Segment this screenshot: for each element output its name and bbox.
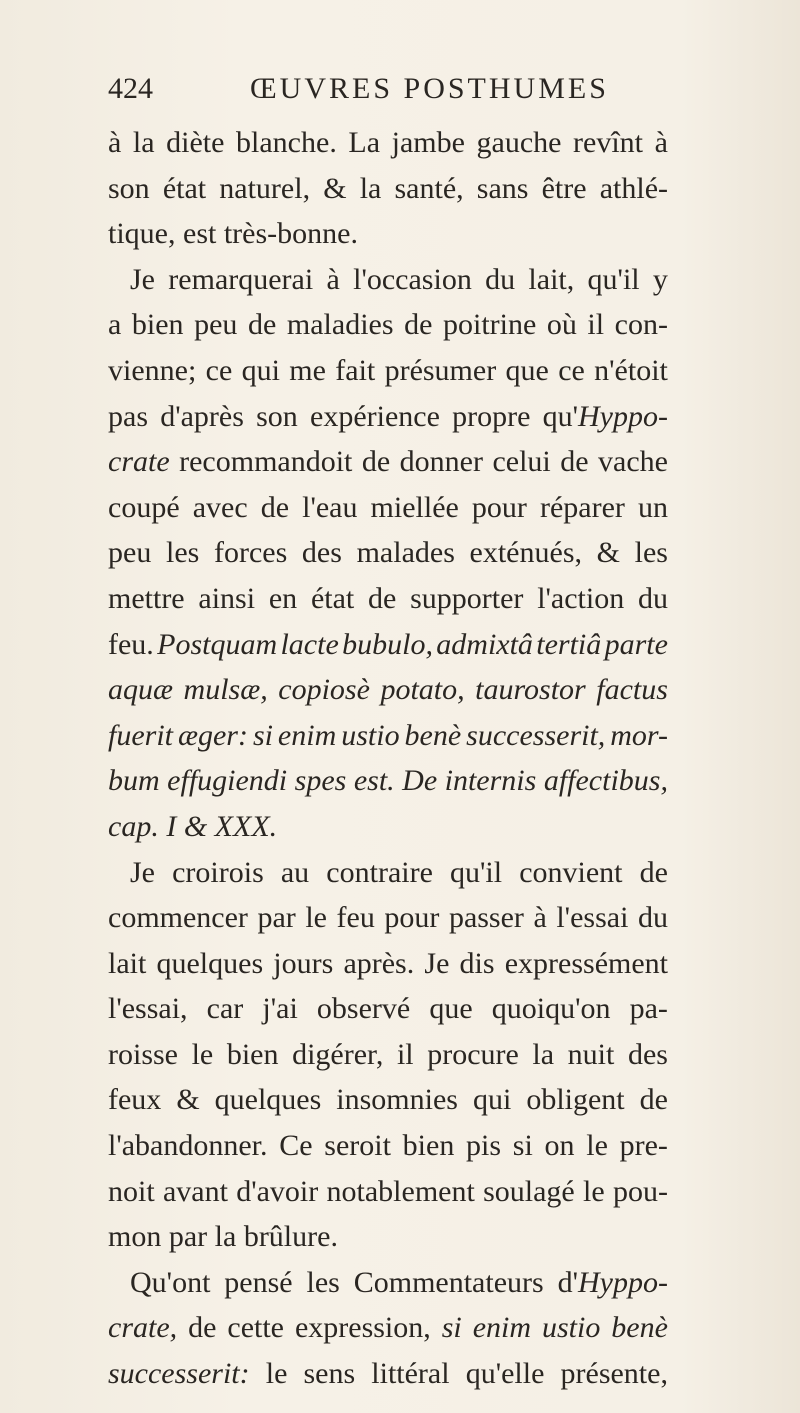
word: le: [586, 1129, 608, 1163]
word: bubulo,: [342, 627, 433, 661]
word: crate,: [108, 1311, 178, 1345]
word: remarquerai: [168, 262, 314, 296]
word: digérer,: [292, 1037, 384, 1071]
word: roisse: [108, 1037, 178, 1071]
word: coupé: [108, 490, 180, 524]
text-line: [108, 986, 668, 1032]
word: l'action: [537, 581, 625, 615]
text-line: [108, 439, 668, 485]
word: état: [310, 581, 355, 615]
word: enim: [472, 1311, 532, 1345]
word: fait: [335, 353, 376, 387]
word: vienne;: [108, 353, 197, 387]
word: l'eau: [302, 490, 358, 524]
word: spes: [294, 764, 347, 798]
word: qu'Hyppo-: [542, 399, 668, 433]
page-number: 424: [108, 72, 153, 105]
word: de: [248, 308, 277, 342]
word: qu'elle: [465, 1357, 545, 1391]
word: me: [289, 353, 326, 387]
word: qui: [241, 353, 280, 387]
word: au: [280, 855, 310, 889]
word: &: [176, 1083, 200, 1117]
text-line: [108, 1077, 668, 1123]
word: du: [638, 581, 668, 615]
word: de: [361, 445, 391, 479]
word: jambe: [391, 126, 465, 159]
word: sans: [476, 171, 529, 205]
word: par: [168, 1220, 208, 1254]
word: feu: [336, 901, 375, 935]
word: admixtâ: [436, 627, 533, 661]
text-line: [108, 166, 668, 212]
word: XXX.: [214, 809, 278, 843]
text-line: [108, 895, 668, 941]
word: observé: [316, 992, 411, 1026]
word: athlé-: [599, 171, 668, 205]
word: état: [162, 171, 207, 205]
word: Commentateurs: [353, 1265, 544, 1299]
word: malades: [356, 536, 455, 570]
word: où: [546, 308, 577, 342]
word: avant: [162, 1174, 228, 1208]
word: après.: [343, 946, 415, 980]
word: le: [305, 901, 327, 935]
word: mulsæ,: [183, 673, 268, 707]
word: cette: [227, 1311, 284, 1345]
word: feux: [108, 1083, 162, 1117]
text-line: [108, 348, 668, 394]
word: ce: [205, 353, 233, 387]
word: nuit: [567, 1037, 615, 1071]
text-line: [108, 211, 668, 257]
word: effugiendi: [167, 764, 288, 798]
word: peu: [108, 536, 152, 570]
running-title: ŒUVRES POSTHUMES: [250, 72, 609, 105]
text-line: [108, 713, 668, 759]
word: de: [560, 445, 589, 479]
word: ustio: [541, 1311, 601, 1345]
text-line: [108, 120, 668, 166]
word: du: [485, 262, 516, 296]
word: quelques: [156, 946, 264, 980]
word: de: [404, 308, 433, 342]
word: si: [441, 1311, 462, 1345]
word: convient: [519, 855, 623, 889]
word: qu'il: [587, 262, 640, 296]
word: des: [301, 536, 342, 570]
word: pis: [466, 1129, 502, 1163]
word: mon: [108, 1220, 162, 1254]
word: est.: [353, 764, 395, 798]
word: tique,: [108, 217, 176, 251]
word: il: [396, 1037, 414, 1071]
word: internis: [444, 764, 537, 798]
word: j'ai: [262, 992, 298, 1026]
word: car: [206, 992, 244, 1026]
word: d'avoir: [236, 1174, 319, 1208]
text-line: [108, 941, 668, 987]
word: sens: [303, 1357, 356, 1391]
word: le: [583, 1174, 605, 1208]
word: bien: [131, 308, 184, 342]
word: peu: [194, 308, 238, 342]
word: supporter: [410, 581, 524, 615]
word: seroit: [324, 1129, 391, 1163]
word: Je: [424, 946, 450, 980]
word: son: [256, 399, 298, 433]
word: expressément: [504, 946, 668, 980]
text-line: [108, 576, 668, 622]
text-line: [108, 394, 668, 440]
word: a: [108, 308, 122, 342]
text-line: [108, 622, 668, 668]
word: &: [596, 536, 620, 570]
word: être: [541, 171, 587, 205]
word: à: [326, 262, 340, 296]
word: en: [268, 581, 298, 615]
word: lait: [108, 946, 147, 980]
word: son: [108, 171, 150, 205]
word: pour: [471, 490, 527, 524]
word: &: [323, 171, 347, 205]
word: pensé: [224, 1265, 293, 1299]
text-line: [108, 667, 668, 713]
word: lacte: [280, 627, 339, 661]
page-header: [108, 72, 668, 116]
word: ainsi: [198, 581, 256, 615]
word: recommandoit: [179, 445, 353, 479]
word: l'occasion: [353, 262, 472, 296]
word: noit: [108, 1174, 155, 1208]
word: l'essai: [556, 901, 629, 935]
word: à: [654, 126, 668, 159]
word: maladies: [286, 308, 394, 342]
word: potato,: [380, 673, 465, 707]
word: commencer: [108, 901, 248, 935]
word: Je: [130, 262, 155, 296]
text-line: [108, 1169, 668, 1215]
text-line: [108, 1305, 668, 1351]
word: benè: [611, 1311, 668, 1345]
word: d'Hyppo-: [557, 1265, 668, 1299]
word: miellée: [370, 490, 459, 524]
word: successerit,: [466, 718, 606, 752]
word: de: [188, 1311, 217, 1345]
word: très-bonne.: [223, 217, 358, 251]
word: présente,: [560, 1357, 668, 1391]
word: de: [639, 1083, 668, 1117]
word: pou-: [612, 1174, 668, 1208]
text-line: [108, 302, 668, 348]
word: les: [165, 536, 200, 570]
word: crate: [108, 445, 170, 479]
word: santé,: [394, 171, 464, 205]
text-line: [108, 257, 668, 303]
word: la: [359, 171, 382, 205]
word: à: [533, 901, 547, 935]
word: naturel,: [219, 171, 311, 205]
text-line: [108, 1214, 668, 1260]
word: y: [652, 262, 668, 296]
word: I: [166, 809, 177, 843]
word: quoiqu'on: [491, 992, 611, 1026]
word: celui: [492, 445, 551, 479]
word: à: [108, 126, 122, 159]
page-body: [108, 120, 668, 1397]
word: notablement: [326, 1174, 475, 1208]
word: donner: [399, 445, 483, 479]
text-line: [108, 1032, 668, 1078]
word: il: [587, 308, 605, 342]
word: expérience: [310, 399, 440, 433]
word: La: [348, 126, 381, 159]
word: quelques: [214, 1083, 322, 1117]
word: De: [402, 764, 438, 798]
word: taurostor: [475, 673, 586, 707]
word: affectibus,: [543, 764, 668, 798]
word: obligent: [526, 1083, 625, 1117]
word: la: [532, 1037, 555, 1071]
word: littéral: [371, 1357, 450, 1391]
text-line: [108, 530, 668, 576]
word: passer: [448, 901, 524, 935]
text-line: [108, 804, 668, 850]
word: diète: [166, 126, 225, 159]
word: copiosè: [278, 673, 370, 707]
word: la: [132, 126, 155, 159]
word: vache: [598, 445, 668, 479]
word: ce: [558, 353, 585, 387]
word: du: [637, 901, 668, 935]
word: factus: [596, 673, 668, 707]
word: que: [429, 992, 473, 1026]
word: insomnies: [336, 1083, 458, 1117]
word: pas: [108, 399, 148, 433]
word: &: [183, 809, 208, 843]
word: avec: [192, 490, 248, 524]
word: blanche.: [236, 126, 337, 159]
word: Postquam: [157, 627, 278, 661]
word: de: [639, 855, 668, 889]
word: parte: [604, 627, 668, 661]
word: successerit:: [108, 1357, 250, 1391]
word: on: [544, 1129, 575, 1163]
word: bien: [226, 1037, 279, 1071]
word: aquæ: [108, 673, 174, 707]
text-line: [108, 758, 668, 804]
word: que: [505, 353, 549, 387]
word: par: [257, 901, 296, 935]
word: un: [637, 490, 668, 524]
word: enim: [277, 718, 337, 752]
word: revînt: [573, 126, 644, 159]
word: si: [252, 718, 273, 752]
text-line: [108, 1260, 668, 1306]
word: brûlure.: [243, 1220, 338, 1254]
word: fuerit: [108, 718, 173, 752]
word: la: [214, 1220, 237, 1254]
word: bien: [402, 1129, 455, 1163]
word: bum: [108, 764, 160, 798]
word: Je: [130, 855, 155, 889]
word: exténués,: [469, 536, 582, 570]
word: croirois: [172, 855, 264, 889]
word: propre: [452, 399, 531, 433]
word: l'abandonner.: [108, 1129, 268, 1163]
word: benè: [404, 718, 462, 752]
word: gauche: [476, 126, 562, 159]
word: lait,: [528, 262, 575, 296]
word: d'après: [160, 399, 244, 433]
word: qui: [472, 1083, 512, 1117]
text-line: [108, 485, 668, 531]
word: soulagé: [483, 1174, 575, 1208]
word: est: [183, 217, 217, 251]
word: contraire: [326, 855, 433, 889]
word: des: [627, 1037, 668, 1071]
text-line: [108, 1351, 668, 1397]
word: le: [265, 1357, 288, 1391]
word: Qu'ont: [130, 1265, 211, 1299]
word: les: [634, 536, 668, 570]
word: réparer: [539, 490, 625, 524]
word: tertiâ: [536, 627, 602, 661]
word: présumer: [384, 353, 497, 387]
word: le: [191, 1037, 214, 1071]
word: de: [260, 490, 290, 524]
word: cap.: [108, 809, 159, 843]
word: feu.: [108, 627, 154, 661]
word: mettre: [108, 581, 185, 615]
text-line: [108, 1123, 668, 1169]
word: pour: [384, 901, 440, 935]
word: pre-: [619, 1129, 668, 1163]
text-line: [108, 850, 668, 896]
word: mor-: [610, 718, 668, 752]
word: n'étoit: [594, 353, 668, 387]
word: les: [306, 1265, 340, 1299]
word: dis: [459, 946, 495, 980]
word: jours: [273, 946, 334, 980]
word: si: [512, 1129, 533, 1163]
word: qu'il: [450, 855, 503, 889]
word: Ce: [279, 1129, 313, 1163]
word: l'essai,: [108, 992, 188, 1026]
word: con-: [614, 308, 668, 342]
word: forces: [213, 536, 288, 570]
word: poitrine: [442, 308, 537, 342]
word: ustio: [341, 718, 400, 752]
word: pa-: [629, 992, 668, 1026]
word: de: [368, 581, 397, 615]
word: expression,: [294, 1311, 431, 1345]
word: æger:: [177, 718, 248, 752]
word: procure: [427, 1037, 519, 1071]
